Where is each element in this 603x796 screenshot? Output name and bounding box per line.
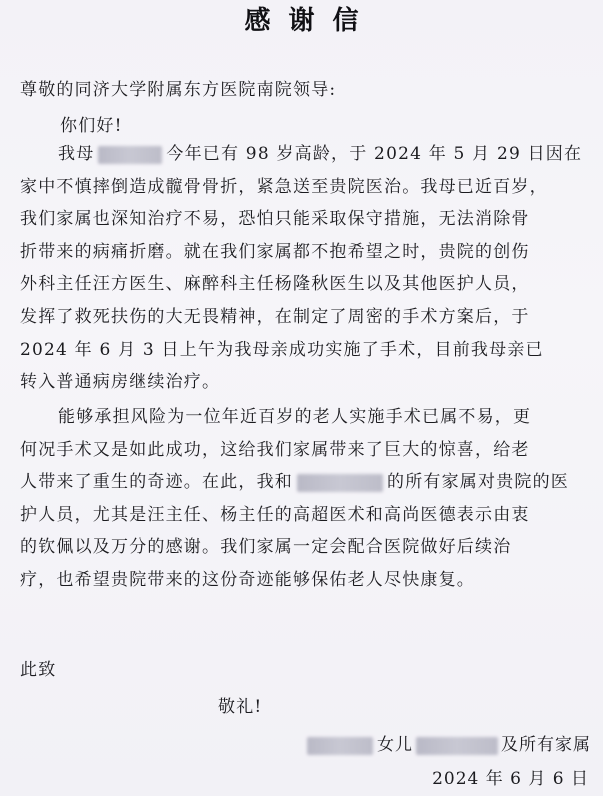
redacted-name-blur (297, 474, 383, 492)
signature-family: 及所有家属 (501, 735, 591, 755)
paragraph-2-line-3 (20, 466, 586, 499)
paragraph-2-line-5: 的钦佩以及万分的感谢。我们家属一定会配合医院做好后续治 (20, 537, 512, 558)
paragraph-2-line-2: 何况手术又是如此成功，这给我们家属带来了巨大的惊喜，给老 (20, 439, 530, 460)
paragraph-1-line-3: 我们家属也深知治疗不易，恐怕只能采取保守措施，无法消除骨 (20, 209, 530, 230)
text-segment: 的所有家属对贵院的医 (387, 472, 569, 493)
text-segment: 人带来了重生的奇迹。在此，我和 (20, 472, 293, 493)
salutation: 尊敬的同济大学附属东方医院南院领导: (20, 80, 337, 100)
letter-date: 2024 年 6 月 6 日 (432, 769, 589, 789)
redacted-name-blur (307, 737, 373, 755)
redacted-name-blur (98, 146, 162, 164)
paragraph-1-line-4: 折带来的病痛折磨。就在我们家属都不抱希望之时，贵院的创伤 (20, 241, 530, 262)
paragraph-2 (20, 401, 586, 597)
paragraph-1-line-2: 家中不慎摔倒造成髋骨骨折，紧急送至贵院医治。我母已近百岁， (20, 176, 548, 197)
paragraph-2-line-1: 能够承担风险为一位年近百岁的老人实施手术已属不易，更 (58, 407, 532, 427)
paragraph-1-line-5: 外科主任汪方医生、麻醉科主任杨隆秋医生以及其他医护人员， (20, 274, 530, 295)
text-segment: 我母 (58, 144, 95, 164)
signature-daughter: 女儿 (377, 735, 413, 755)
paragraph-2-line-4: 护人员，尤其是汪主任、杨主任的高超医术和高尚医德表示由衷 (20, 504, 530, 525)
paragraph-1-line-6: 发挥了救死扶伤的大无畏精神，在制定了周密的手术方案后，于 (20, 306, 530, 327)
paragraph-2-line-6: 疗，也希望贵院带来的这份奇迹能够保佑老人尽快康复。 (20, 569, 475, 590)
signature-line (307, 731, 591, 759)
letter-title: 感谢信 (244, 6, 377, 36)
paragraph-1-line-1 (20, 138, 586, 171)
redacted-name-blur (416, 737, 498, 755)
text-segment: 今年已有 98 岁高龄，于 2024 年 5 月 29 日因在 (166, 144, 583, 164)
greeting: 你们好! (60, 116, 123, 136)
paragraph-1 (20, 138, 586, 399)
regards-line: 敬礼! (218, 697, 263, 717)
paragraph-1-line-8: 转入普通病房继续治疗。 (20, 372, 221, 393)
paragraph-1-line-7: 2024 年 6 月 3 日上午为我母亲成功实施了手术，目前我母亲已 (20, 339, 544, 360)
closing-line: 此致 (20, 660, 57, 680)
